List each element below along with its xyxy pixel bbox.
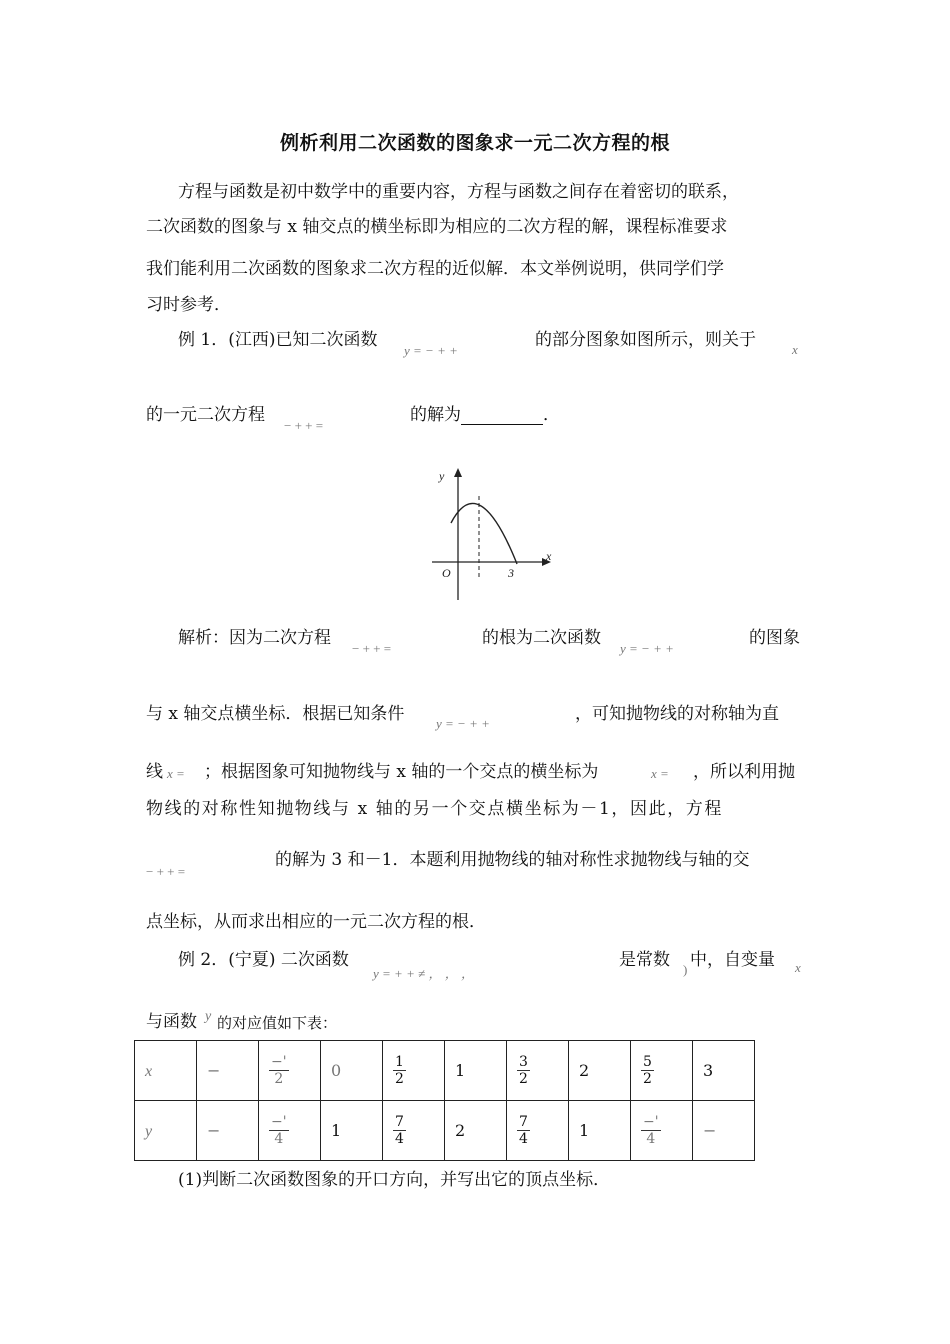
table-cell [631, 1041, 693, 1101]
table-cell [259, 1041, 321, 1101]
table-cell: 1 [569, 1101, 631, 1161]
solution-text-d1: 物线的对称性知抛物线与 x 轴的另一个交点横坐标为－1，因此，方程 [146, 799, 724, 819]
fraction-denominator: 4 [646, 1131, 656, 1147]
fraction-denominator: 2 [519, 1071, 528, 1087]
parabola-graph [420, 460, 560, 605]
solution-text-f1: 点坐标，从而求出相应的一元二次方程的根． [146, 912, 486, 932]
parabola-curve [451, 503, 517, 564]
solution-equation-c: y = − + + [436, 716, 490, 731]
example2-equation [373, 963, 474, 982]
solution-text-b1: 与 x 轴交点横坐标．根据已知条件 [146, 704, 405, 724]
fraction [641, 1114, 661, 1147]
example2-var-x: x [795, 960, 801, 975]
table-cell-y-label: y [135, 1101, 197, 1161]
table-cell: 3 [693, 1041, 755, 1101]
question-1: (1)判断二次函数图象的开口方向，并写出它的顶点坐标． [178, 1170, 611, 1190]
example1-line2-b [410, 405, 560, 425]
example2-text-b: 是常数 [619, 950, 670, 970]
table-cell: 1 [321, 1101, 383, 1161]
fraction [393, 1114, 406, 1147]
table-cell [507, 1101, 569, 1161]
solution-text-b2: ，可知抛物线的对称轴为直 [575, 704, 779, 724]
answer-period: ． [543, 405, 560, 425]
table-cell [631, 1101, 693, 1161]
fraction-numerator: −' [271, 1054, 287, 1070]
solution-text-a2: 的根为二次函数 [482, 628, 601, 648]
example2-paren: ) [683, 962, 688, 977]
table-cell: 1 [445, 1041, 507, 1101]
example2-line2-a: 与函数 [146, 1012, 197, 1032]
fraction [269, 1114, 289, 1147]
example1-text-b: 的部分图象如图所示，则关于 [535, 330, 756, 350]
table-cell [383, 1041, 445, 1101]
fraction-numerator: 7 [519, 1114, 528, 1130]
solution-equation-d: x = [167, 766, 185, 781]
fraction-numerator: 3 [519, 1054, 528, 1070]
example2-text-c: 中，自变量 [690, 950, 775, 970]
example1-line2-a: 的一元二次方程 [146, 405, 265, 425]
table-row-x [135, 1041, 755, 1101]
root-label: 3 [508, 566, 514, 580]
example1-equation-quadratic: − + + = [284, 418, 324, 433]
answer-prompt: 的解为 [410, 405, 461, 425]
y-axis-arrow [454, 468, 462, 477]
solution-text-e1: 的解为 3 和－1．本题利用抛物线的轴对称性求抛物线与轴的交 [275, 850, 750, 870]
example2-equation-text: y = + + ≠ ， ， ， [373, 966, 474, 981]
fraction-numerator: 1 [395, 1054, 404, 1070]
table-cell [383, 1101, 445, 1161]
table-cell: 0 [321, 1041, 383, 1101]
table-cell: − [693, 1101, 755, 1161]
fraction-numerator: 5 [643, 1054, 652, 1070]
table-cell: − [197, 1041, 259, 1101]
table-cell: 2 [569, 1041, 631, 1101]
fraction-denominator: 4 [395, 1131, 404, 1147]
fraction-numerator: 7 [395, 1114, 404, 1130]
example2-text-a: 例 2．(宁夏) 二次函数 [178, 950, 349, 970]
example1-text-a: 例 1．(江西)已知二次函数 [178, 330, 378, 350]
solution-equation-f: − + + = [146, 864, 186, 879]
table-cell: − [197, 1101, 259, 1161]
solution-equation-b: y = − + + [620, 641, 674, 656]
fraction-denominator: 4 [274, 1131, 284, 1147]
solution-equation-a: − + + = [352, 641, 392, 656]
solution-text-c3: ，所以利用抛 [693, 762, 795, 782]
answer-blank [461, 408, 543, 425]
table-row-y [135, 1101, 755, 1161]
solution-text-a3: 的图象 [749, 628, 800, 648]
intro-line-4: 习时参考． [146, 295, 231, 315]
table-cell [507, 1041, 569, 1101]
origin-label: O [442, 566, 451, 580]
example2-line2-b: 的对应值如下表： [217, 1014, 338, 1032]
fraction [641, 1054, 654, 1087]
intro-line-3: 我们能利用二次函数的图象求二次方程的近似解．本文举例说明，供同学们学 [146, 259, 724, 279]
intro-line-1: 方程与函数是初中数学中的重要内容，方程与函数之间存在着密切的联系， [178, 182, 739, 202]
example1-equation-function: y = − + + [404, 343, 458, 358]
y-axis-label: y [439, 469, 445, 483]
fraction [517, 1114, 530, 1147]
fraction [517, 1054, 530, 1087]
intro-line-2: 二次函数的图象与 x 轴交点的横坐标即为相应的二次方程的解，课程标准要求 [146, 217, 728, 237]
example1-var-x: x [792, 342, 798, 357]
fraction-numerator: −' [643, 1114, 659, 1130]
page-title: 例析利用二次函数的图象求一元二次方程的根 [279, 132, 670, 154]
fraction-denominator: 4 [519, 1131, 528, 1147]
fraction [269, 1054, 289, 1087]
fraction-denominator: 2 [395, 1071, 404, 1087]
fraction [393, 1054, 406, 1087]
table-cell: 2 [445, 1101, 507, 1161]
fraction-denominator: 2 [274, 1071, 284, 1087]
fraction-numerator: −' [271, 1114, 287, 1130]
solution-text-a1: 解析：因为二次方程 [178, 628, 331, 648]
table-cell [259, 1101, 321, 1161]
solution-text-c2: ；根据图象可知抛物线与 x 轴的一个交点的横坐标为 [204, 762, 599, 782]
x-axis-label: x [546, 549, 552, 563]
value-table [134, 1040, 755, 1161]
solution-text-c1: 线 [146, 762, 163, 782]
table-cell-x-label: x [135, 1041, 197, 1101]
fraction-denominator: 2 [643, 1071, 652, 1087]
solution-equation-e: x = [651, 766, 669, 781]
example2-var-y: y [205, 1009, 212, 1024]
